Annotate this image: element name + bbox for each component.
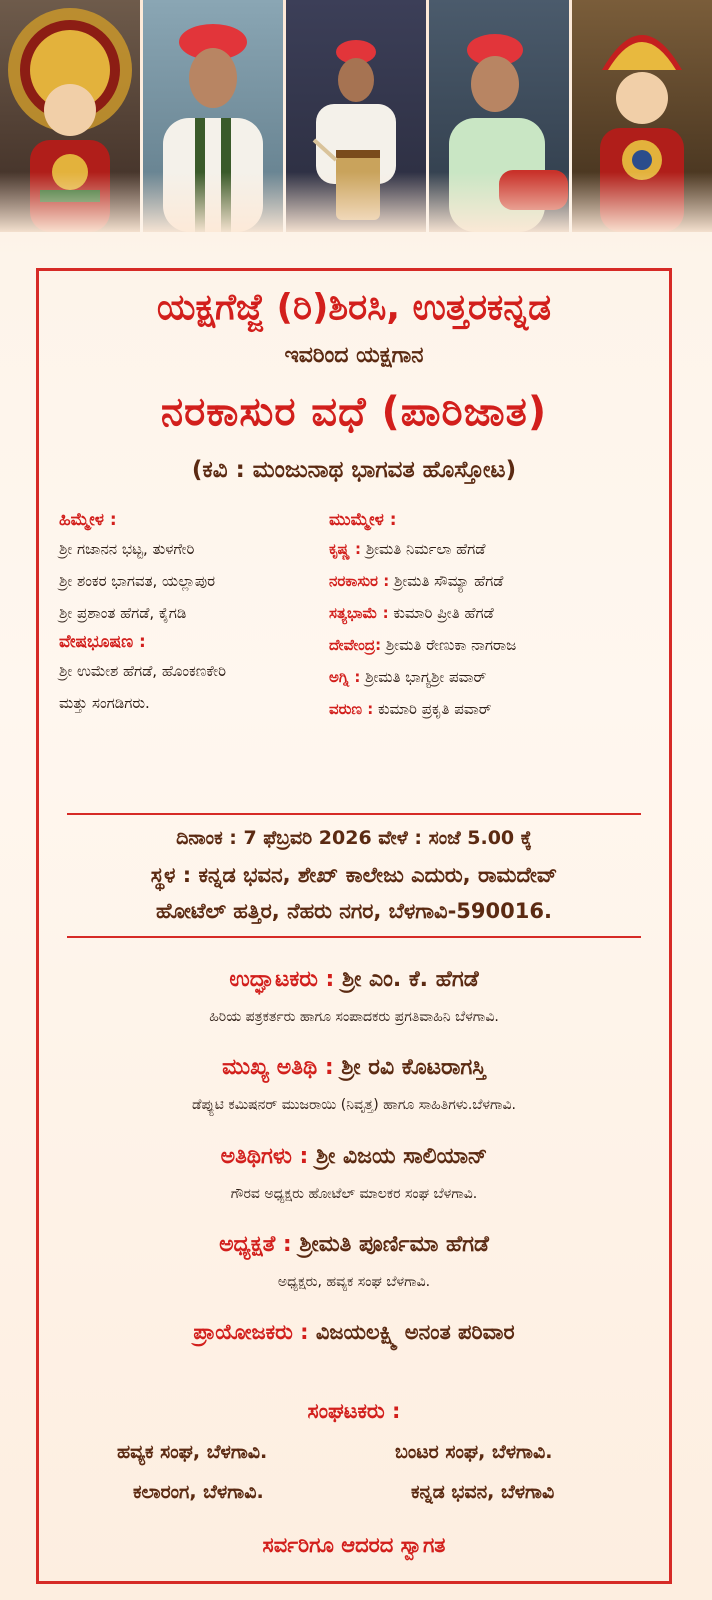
sponsor-label: ಪ್ರಾಯೋಜಕರು :	[193, 1320, 309, 1344]
cast-crew-section	[39, 507, 669, 807]
sponsor-line	[39, 1320, 669, 1345]
cast-line	[329, 565, 669, 597]
mummela-heading: ಮುಮ್ಮೇಳ :	[329, 510, 397, 530]
cast-actor: ಶ್ರೀಮತಿ ಸೌಮ್ಯಾ ಹೆಗಡೆ	[389, 572, 504, 590]
guest-name: ಶ್ರೀ ಎಂ. ಕೆ. ಹೆಗಡೆ	[334, 967, 479, 992]
divider	[67, 936, 641, 938]
welcome-line: ಸರ್ವರಿಗೂ ಆದರದ ಸ್ವಾಗತ	[262, 1533, 446, 1557]
veshabhushana-member: ಮತ್ತು ಸಂಗಡಿಗರು.	[59, 694, 150, 712]
himmela-member: ಶ್ರೀ ಶಂಕರ ಭಾಗವತ, ಯಲ್ಲಾಪುರ	[59, 572, 216, 590]
guests-line	[39, 1144, 669, 1169]
himmela-member: ಶ್ರೀ ಗಜಾನನ ಭಟ್ಟ, ತುಳಗೇರಿ	[59, 540, 195, 558]
cast-actor: ಶ್ರೀಮತಿ ಭಾಗ್ಯಶ್ರೀ ಪವಾರ್	[360, 668, 487, 686]
cast-role: ಕೃಷ್ಣ :	[329, 540, 362, 558]
chief-guest-line	[39, 1055, 669, 1080]
cast-actor: ಶ್ರೀಮತಿ ರೇಣುಕಾ ನಾಗರಾಜ	[381, 636, 517, 654]
guest-description: ಡೆಪ್ಯುಟಿ ಕಮಿಷನರ್ ಮುಜರಾಯಿ (ನಿವೃತ್ತ) ಹಾಗೂ ಸಾಹಿತಿಗಳು.ಬೆಳಗಾವಿ.	[192, 1097, 516, 1113]
troupe-name: ಯಕ್ಷಗೆಜ್ಜೆ (ರಿ)ಶಿರಸಿ, ಉತ್ತರಕನ್ನಡ	[156, 287, 552, 328]
cast-role: ಅಗ್ನಿ :	[329, 668, 361, 686]
guest-name: ಶ್ರೀಮತಿ ಪೂರ್ಣಿಮಾ ಹೆಗಡೆ	[291, 1232, 489, 1257]
guest-description: ಅಧ್ಯಕ್ಷರು, ಹವ್ಯಕ ಸಂಘ ಬೆಳಗಾವಿ.	[277, 1274, 431, 1290]
maddale-player-photo	[429, 0, 569, 232]
venue-line: ಸ್ಥಳ : ಕನ್ನಡ ಭವನ, ಶೇಖ್ ಕಾಲೇಜು ಎದುರು, ರಾಮದೇವ್	[150, 863, 558, 887]
guest-name: ಶ್ರೀ ರವಿ ಕೊಟರಾಗಸ್ತಿ	[333, 1055, 486, 1080]
organiser: ಕನ್ನಡ ಭವನ, ಬೆಳಗಾವಿ	[411, 1481, 555, 1503]
cast-line	[329, 629, 669, 661]
cast-role: ವರುಣ :	[329, 700, 374, 718]
crew-column	[59, 507, 329, 719]
organiser: ಕಲಾರಂಗ, ಬೆಳಗಾವಿ.	[133, 1481, 264, 1503]
guest-role: ಉದ್ಘಾಟಕರು :	[229, 967, 335, 992]
veshabhushana-member: ಶ್ರೀ ಉಮೇಶ ಹೆಗಡೆ, ಹೊಂಕಣಕೇರಿ	[59, 662, 227, 680]
cast-role: ಸತ್ಯಭಾಮೆ :	[329, 604, 389, 622]
date-time-line: ದಿನಾಂಕ : 7 ಫೆಬ್ರವರಿ 2026 ವೇಳೆ : ಸಂಜೆ 5.00 ಕ್ಕೆ	[176, 827, 532, 849]
guest-role: ಮುಖ್ಯ ಅತಿಥಿ :	[222, 1055, 334, 1080]
cast-actor: ಕುಮಾರಿ ಪ್ರಕೃತಿ ಪವಾರ್	[373, 700, 492, 718]
veshabhushana-heading: ವೇಷಭೂಷಣ :	[59, 632, 146, 652]
photo-strip	[0, 0, 712, 232]
cast-role: ದೇವೇಂದ್ರ:	[329, 636, 382, 654]
himmela-member: ಶ್ರೀ ಪ್ರಶಾಂತ ಹೆಗಡೆ, ಕೈಗಡಿ	[59, 604, 187, 622]
guest-name: ಶ್ರೀ ವಿಜಯ ಸಾಲಿಯಾನ್	[308, 1144, 488, 1169]
cast-actor: ಕುಮಾರಿ ಪ್ರೀತಿ ಹೆಗಡೆ	[388, 604, 494, 622]
cast-actor: ಶ್ರೀಮತಿ ನಿರ್ಮಲಾ ಹೆಗಡೆ	[361, 540, 486, 558]
president-line	[39, 1232, 669, 1257]
sponsor-name: ವಿಜಯಲಕ್ಷ್ಮಿ ಅನಂತ ಪರಿವಾರ	[308, 1320, 515, 1344]
cast-line	[329, 533, 669, 565]
invitation-card	[36, 268, 672, 1584]
yakshagana-dancer-photo	[0, 0, 140, 232]
cast-role: ನರಕಾಸುರ :	[329, 572, 390, 590]
organiser: ಹವ್ಯಕ ಸಂಘ, ಬೆಳಗಾವಿ.	[117, 1441, 268, 1463]
cast-line	[329, 661, 669, 693]
inaugurator-line	[39, 967, 669, 992]
yakshagana-dancer-photo	[572, 0, 712, 232]
divider	[67, 813, 641, 815]
chande-drummer-photo	[286, 0, 426, 232]
guest-description: ಗೌರವ ಅಧ್ಯಕ್ಷರು ಹೋಟೆಲ್ ಮಾಲಕರ ಸಂಘ ಬೆಳಗಾವಿ.	[230, 1186, 478, 1202]
organisers-heading: ಸಂಘಟಕರು :	[307, 1399, 401, 1423]
presents-line: ಇವರಿಂದ ಯಕ್ಷಗಾನ	[284, 343, 424, 368]
play-title: ನರಕಾಸುರ ವಧೆ (ಪಾರಿಜಾತ)	[160, 389, 548, 435]
bhagavata-singer-photo	[143, 0, 283, 232]
guest-role: ಅಧ್ಯಕ್ಷತೆ :	[219, 1232, 292, 1257]
poet-line: (ಕವಿ : ಮಂಜುನಾಥ ಭಾಗವತ ಹೊಸ್ತೋಟ)	[191, 457, 517, 483]
organiser: ಬಂಟರ ಸಂಘ, ಬೆಳಗಾವಿ.	[395, 1441, 553, 1463]
cast-line	[329, 693, 669, 725]
guest-role: ಅತಿಥಿಗಳು :	[220, 1144, 309, 1169]
venue-line: ಹೋಟೆಲ್ ಹತ್ತಿರ, ನೆಹರು ನಗರ, ಬೆಳಗಾವಿ-590016.	[156, 899, 552, 923]
guest-description: ಹಿರಿಯ ಪತ್ರಕರ್ತರು ಹಾಗೂ ಸಂಪಾದಕರು ಪ್ರಗತಿವಾಹಿನಿ ಬೆಳಗಾವಿ.	[209, 1009, 499, 1025]
cast-column	[329, 507, 669, 725]
himmela-heading: ಹಿಮ್ಮೇಳ :	[59, 510, 117, 530]
cast-line	[329, 597, 669, 629]
